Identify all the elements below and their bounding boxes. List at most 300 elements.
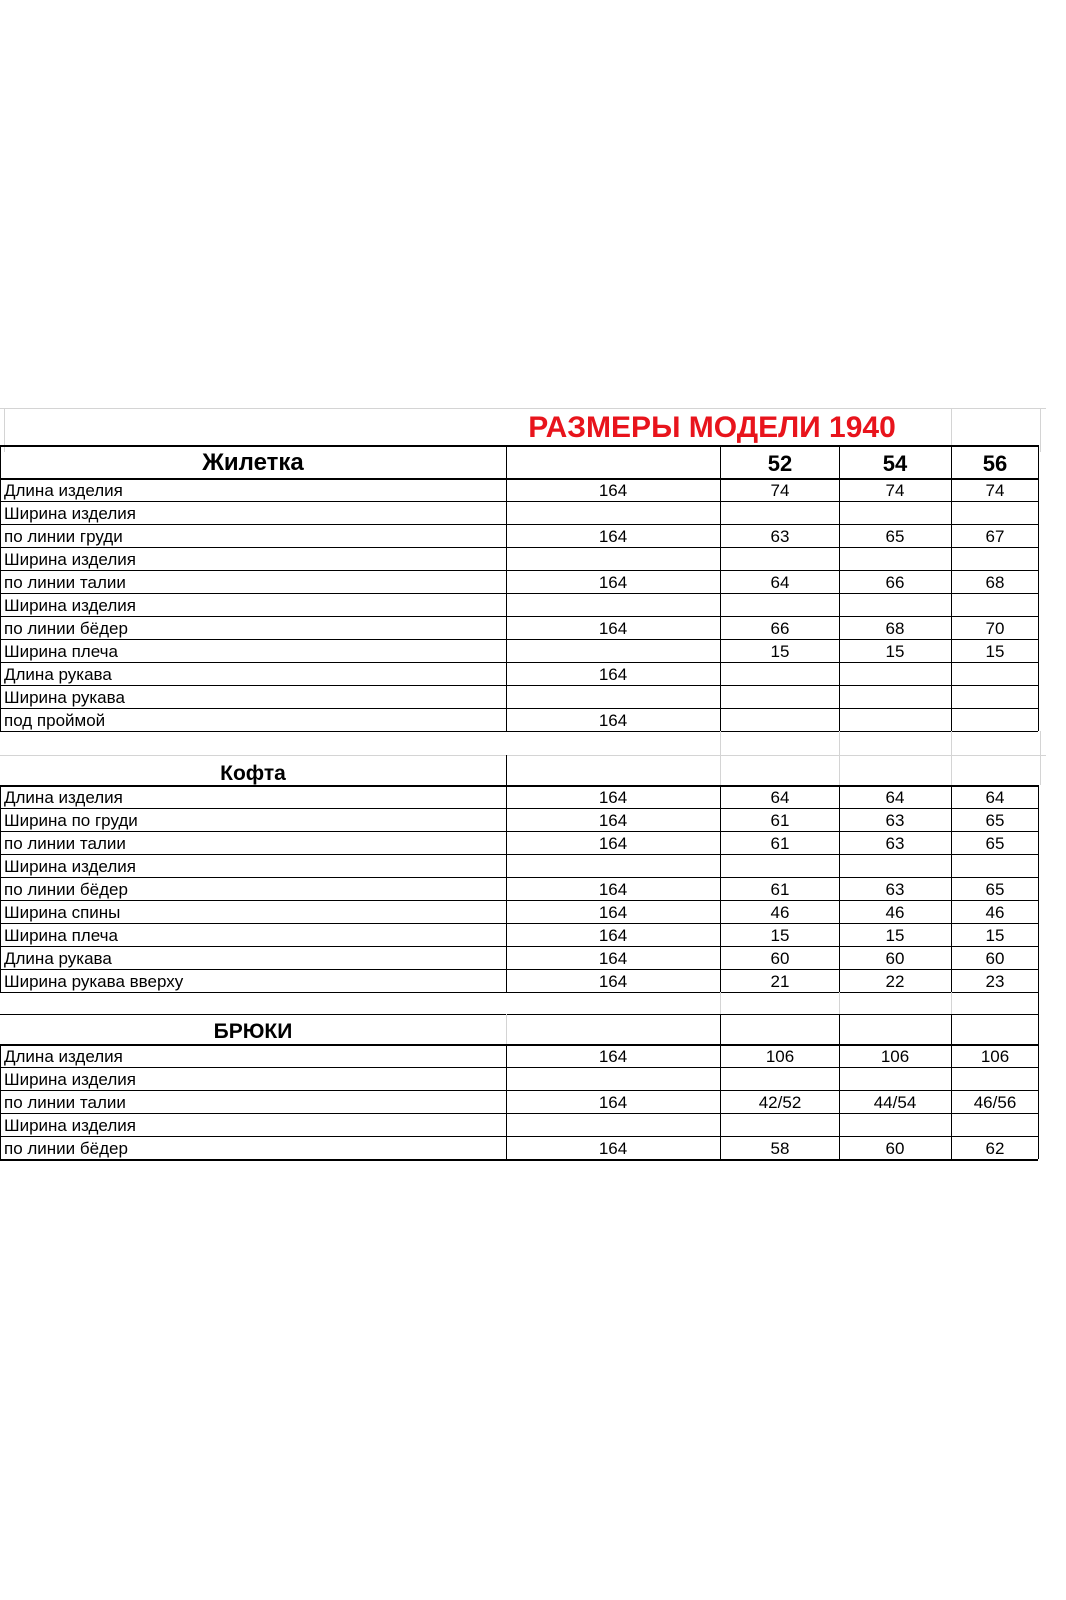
grid-vline bbox=[839, 877, 840, 900]
grid-vline bbox=[951, 854, 952, 877]
grid-vline bbox=[720, 570, 721, 593]
grid-vline bbox=[951, 478, 952, 501]
grid-hline bbox=[0, 662, 1038, 663]
height-value: 164 bbox=[598, 903, 628, 922]
row-label: по линии бёдер bbox=[4, 1139, 128, 1158]
height-value: 164 bbox=[598, 811, 628, 830]
grid-vline bbox=[506, 616, 507, 639]
grid-vline bbox=[0, 478, 1, 501]
grid-vline bbox=[951, 616, 952, 639]
grid-vline bbox=[839, 1136, 840, 1159]
grid-vline bbox=[720, 969, 721, 992]
grid-vline bbox=[951, 501, 952, 524]
grid-vline bbox=[951, 593, 952, 616]
grid-vline bbox=[951, 662, 952, 685]
grid-vline bbox=[839, 992, 840, 1014]
grid-vline bbox=[951, 708, 952, 731]
grid-vline bbox=[0, 1067, 1, 1090]
grid-vline bbox=[720, 1067, 721, 1090]
grid-vline bbox=[1038, 547, 1039, 570]
grid-vline bbox=[951, 808, 952, 831]
grid-vline bbox=[720, 1044, 721, 1067]
row-label: Длина изделия bbox=[4, 788, 123, 807]
grid-vline bbox=[839, 616, 840, 639]
row-label: Ширина по груди bbox=[4, 811, 138, 830]
grid-hline bbox=[0, 708, 1038, 709]
grid-vline bbox=[720, 923, 721, 946]
grid-hline bbox=[0, 1136, 1038, 1137]
row-label: по линии груди bbox=[4, 527, 123, 546]
grid-vline bbox=[506, 639, 507, 662]
height-value: 164 bbox=[598, 880, 628, 899]
row-label: Длина рукава bbox=[4, 949, 112, 968]
grid-vline bbox=[720, 831, 721, 854]
grid-vline bbox=[839, 1014, 840, 1044]
row-label: Ширина спины bbox=[4, 903, 121, 922]
grid-vline bbox=[839, 923, 840, 946]
grid-vline bbox=[0, 547, 1, 570]
grid-vline bbox=[951, 1044, 952, 1067]
grid-hline bbox=[0, 408, 1046, 409]
grid-vline bbox=[839, 524, 840, 547]
grid-vline bbox=[0, 877, 1, 900]
size-value: 60 bbox=[770, 949, 790, 968]
size-value: 15 bbox=[770, 926, 790, 945]
grid-vline bbox=[506, 547, 507, 570]
grid-vline bbox=[1038, 708, 1039, 731]
size-value: 63 bbox=[885, 811, 905, 830]
grid-hline bbox=[0, 731, 1038, 732]
grid-vline bbox=[0, 1113, 1, 1136]
grid-vline bbox=[1038, 946, 1039, 969]
grid-vline bbox=[506, 593, 507, 616]
size-value: 68 bbox=[985, 573, 1005, 592]
height-value: 164 bbox=[598, 788, 628, 807]
grid-vline bbox=[839, 946, 840, 969]
grid-vline bbox=[720, 685, 721, 708]
grid-vline bbox=[839, 785, 840, 808]
size-value: 46/56 bbox=[973, 1093, 1017, 1112]
grid-vline bbox=[506, 946, 507, 969]
size-value: 15 bbox=[770, 642, 790, 661]
row-label: по линии талии bbox=[4, 573, 126, 592]
size-value: 70 bbox=[985, 619, 1005, 638]
grid-vline bbox=[1040, 755, 1041, 785]
grid-vline bbox=[0, 808, 1, 831]
grid-vline bbox=[0, 708, 1, 731]
grid-vline bbox=[720, 946, 721, 969]
grid-vline bbox=[720, 854, 721, 877]
grid-vline bbox=[839, 662, 840, 685]
grid-vline bbox=[951, 1090, 952, 1113]
row-label: по линии талии bbox=[4, 834, 126, 853]
size-value: 60 bbox=[985, 949, 1005, 968]
grid-hline bbox=[0, 900, 1038, 901]
row-label: Ширина рукава вверху bbox=[4, 972, 184, 991]
height-value: 164 bbox=[598, 834, 628, 853]
grid-vline bbox=[720, 755, 721, 785]
grid-vline bbox=[0, 593, 1, 616]
grid-vline bbox=[720, 1014, 721, 1044]
grid-vline bbox=[951, 877, 952, 900]
grid-vline bbox=[839, 900, 840, 923]
grid-vline bbox=[506, 808, 507, 831]
grid-vline bbox=[720, 445, 721, 478]
grid-vline bbox=[0, 923, 1, 946]
grid-vline bbox=[1038, 992, 1039, 1014]
grid-vline bbox=[951, 755, 952, 785]
grid-vline bbox=[0, 524, 1, 547]
grid-vline bbox=[506, 445, 507, 478]
grid-vline bbox=[951, 785, 952, 808]
grid-vline bbox=[1038, 900, 1039, 923]
row-label: Ширина плеча bbox=[4, 642, 118, 661]
size-header: 52 bbox=[767, 451, 793, 476]
size-value: 74 bbox=[985, 481, 1005, 500]
size-value: 74 bbox=[885, 481, 905, 500]
section-title: БРЮКИ bbox=[213, 1020, 293, 1043]
size-value: 15 bbox=[885, 642, 905, 661]
grid-vline bbox=[839, 547, 840, 570]
row-label: по линии бёдер bbox=[4, 619, 128, 638]
grid-vline bbox=[951, 969, 952, 992]
grid-vline bbox=[506, 478, 507, 501]
grid-vline bbox=[951, 831, 952, 854]
row-label: Ширина изделия bbox=[4, 1116, 136, 1135]
grid-vline bbox=[506, 1136, 507, 1159]
grid-vline bbox=[951, 570, 952, 593]
grid-hline bbox=[0, 1067, 1038, 1068]
grid-vline bbox=[1038, 1090, 1039, 1113]
grid-vline bbox=[951, 1136, 952, 1159]
grid-vline bbox=[506, 900, 507, 923]
row-label: под проймой bbox=[4, 711, 106, 730]
grid-vline bbox=[839, 1113, 840, 1136]
height-value: 164 bbox=[598, 527, 628, 546]
grid-vline bbox=[506, 785, 507, 808]
grid-vline bbox=[951, 1113, 952, 1136]
grid-vline bbox=[720, 1090, 721, 1113]
grid-vline bbox=[720, 662, 721, 685]
height-value: 164 bbox=[598, 1047, 628, 1066]
height-value: 164 bbox=[598, 619, 628, 638]
grid-vline bbox=[506, 570, 507, 593]
row-label: Ширина изделия bbox=[4, 1070, 136, 1089]
grid-vline bbox=[1038, 616, 1039, 639]
row-label: Ширина изделия bbox=[4, 857, 136, 876]
size-value: 44/54 bbox=[873, 1093, 917, 1112]
grid-vline bbox=[1038, 1113, 1039, 1136]
size-value: 67 bbox=[985, 527, 1005, 546]
grid-vline bbox=[0, 900, 1, 923]
grid-vline bbox=[0, 1136, 1, 1159]
grid-hline bbox=[0, 1090, 1038, 1091]
grid-vline bbox=[839, 685, 840, 708]
grid-vline bbox=[839, 854, 840, 877]
size-value: 64 bbox=[985, 788, 1005, 807]
grid-hline bbox=[0, 923, 1038, 924]
grid-vline bbox=[0, 445, 1, 478]
grid-vline bbox=[0, 685, 1, 708]
grid-vline bbox=[1038, 524, 1039, 547]
size-value: 106 bbox=[880, 1047, 910, 1066]
grid-vline bbox=[720, 900, 721, 923]
grid-vline bbox=[951, 445, 952, 478]
size-value: 106 bbox=[980, 1047, 1010, 1066]
size-value: 66 bbox=[885, 573, 905, 592]
grid-vline bbox=[720, 1136, 721, 1159]
row-label: по линии талии bbox=[4, 1093, 126, 1112]
grid-vline bbox=[0, 570, 1, 593]
grid-vline bbox=[839, 755, 840, 785]
size-value: 65 bbox=[985, 834, 1005, 853]
height-value: 164 bbox=[598, 972, 628, 991]
grid-hline bbox=[0, 946, 1038, 947]
size-value: 58 bbox=[770, 1139, 790, 1158]
grid-vline bbox=[1038, 923, 1039, 946]
row-label: Ширина изделия bbox=[4, 596, 136, 615]
grid-vline bbox=[951, 731, 952, 755]
grid-hline bbox=[0, 478, 1038, 480]
table-title: РАЗМЕРЫ МОДЕЛИ 1940 bbox=[528, 411, 896, 444]
row-label: Ширина плеча bbox=[4, 926, 118, 945]
grid-vline bbox=[506, 685, 507, 708]
grid-vline bbox=[1040, 731, 1041, 755]
height-value: 164 bbox=[598, 481, 628, 500]
grid-vline bbox=[951, 992, 952, 1014]
grid-vline bbox=[1038, 854, 1039, 877]
size-value: 65 bbox=[985, 880, 1005, 899]
size-value: 74 bbox=[770, 481, 790, 500]
row-label: Длина изделия bbox=[4, 1047, 123, 1066]
grid-vline bbox=[0, 831, 1, 854]
grid-vline bbox=[720, 501, 721, 524]
grid-hline bbox=[0, 501, 1038, 502]
grid-vline bbox=[0, 969, 1, 992]
grid-vline bbox=[506, 923, 507, 946]
grid-vline bbox=[506, 524, 507, 547]
grid-vline bbox=[506, 1090, 507, 1113]
grid-vline bbox=[951, 639, 952, 662]
grid-hline bbox=[0, 593, 1038, 594]
grid-vline bbox=[1038, 877, 1039, 900]
grid-vline bbox=[0, 501, 1, 524]
grid-vline bbox=[1038, 1014, 1039, 1044]
grid-vline bbox=[839, 445, 840, 478]
grid-hline bbox=[0, 445, 1038, 447]
row-label: по линии бёдер bbox=[4, 880, 128, 899]
size-value: 64 bbox=[770, 788, 790, 807]
grid-vline bbox=[506, 662, 507, 685]
height-value: 164 bbox=[598, 926, 628, 945]
grid-vline bbox=[720, 785, 721, 808]
grid-hline bbox=[0, 831, 1038, 832]
grid-vline bbox=[839, 501, 840, 524]
grid-hline bbox=[0, 1044, 1038, 1046]
grid-hline bbox=[0, 1113, 1038, 1114]
grid-hline bbox=[0, 785, 1038, 787]
size-value: 46 bbox=[985, 903, 1005, 922]
grid-hline bbox=[0, 547, 1038, 548]
grid-vline bbox=[839, 593, 840, 616]
grid-vline bbox=[720, 1113, 721, 1136]
row-label: Ширина рукава bbox=[4, 688, 125, 707]
grid-vline bbox=[0, 616, 1, 639]
grid-hline bbox=[0, 877, 1038, 878]
grid-vline bbox=[951, 685, 952, 708]
grid-vline bbox=[839, 1090, 840, 1113]
size-value: 42/52 bbox=[758, 1093, 802, 1112]
size-value: 60 bbox=[885, 949, 905, 968]
grid-vline bbox=[951, 900, 952, 923]
grid-hline bbox=[0, 570, 1038, 571]
size-value: 64 bbox=[885, 788, 905, 807]
height-value: 164 bbox=[598, 1139, 628, 1158]
grid-vline bbox=[506, 1113, 507, 1136]
size-value: 106 bbox=[765, 1047, 795, 1066]
grid-vline bbox=[1038, 501, 1039, 524]
grid-vline bbox=[0, 662, 1, 685]
grid-vline bbox=[951, 923, 952, 946]
section-title: Кофта bbox=[220, 762, 286, 785]
grid-vline bbox=[1038, 969, 1039, 992]
row-label: Длина рукава bbox=[4, 665, 112, 684]
grid-vline bbox=[506, 854, 507, 877]
grid-vline bbox=[0, 639, 1, 662]
height-value: 164 bbox=[598, 949, 628, 968]
size-value: 21 bbox=[770, 972, 790, 991]
grid-hline bbox=[0, 808, 1038, 809]
size-value: 60 bbox=[885, 1139, 905, 1158]
size-value: 68 bbox=[885, 619, 905, 638]
grid-vline bbox=[720, 708, 721, 731]
size-value: 46 bbox=[770, 903, 790, 922]
grid-vline bbox=[1038, 593, 1039, 616]
grid-vline bbox=[506, 1044, 507, 1067]
grid-vline bbox=[720, 524, 721, 547]
grid-vline bbox=[951, 547, 952, 570]
size-value: 61 bbox=[770, 834, 790, 853]
grid-vline bbox=[839, 969, 840, 992]
grid-vline bbox=[839, 478, 840, 501]
grid-vline bbox=[506, 969, 507, 992]
grid-vline bbox=[720, 593, 721, 616]
grid-hline bbox=[0, 1014, 1038, 1015]
size-header: 56 bbox=[982, 451, 1008, 476]
grid-vline bbox=[506, 501, 507, 524]
grid-vline bbox=[1038, 831, 1039, 854]
grid-vline bbox=[951, 524, 952, 547]
grid-hline bbox=[0, 524, 1038, 525]
grid-vline bbox=[1038, 662, 1039, 685]
height-value: 164 bbox=[598, 711, 628, 730]
size-table bbox=[0, 412, 1066, 1194]
grid-vline bbox=[0, 854, 1, 877]
grid-vline bbox=[720, 616, 721, 639]
height-value: 164 bbox=[598, 573, 628, 592]
row-label: Ширина изделия bbox=[4, 504, 136, 523]
size-value: 62 bbox=[985, 1139, 1005, 1158]
grid-hline bbox=[0, 639, 1038, 640]
grid-vline bbox=[506, 1014, 507, 1044]
grid-vline bbox=[1038, 1044, 1039, 1067]
grid-vline bbox=[506, 877, 507, 900]
grid-vline bbox=[1038, 478, 1039, 501]
grid-vline bbox=[720, 478, 721, 501]
grid-vline bbox=[1038, 1136, 1039, 1159]
grid-vline bbox=[506, 1067, 507, 1090]
size-value: 15 bbox=[885, 926, 905, 945]
size-header: 54 bbox=[882, 451, 908, 476]
grid-vline bbox=[839, 570, 840, 593]
size-value: 65 bbox=[885, 527, 905, 546]
grid-vline bbox=[951, 946, 952, 969]
grid-vline bbox=[839, 808, 840, 831]
grid-vline bbox=[839, 731, 840, 755]
grid-vline bbox=[951, 1067, 952, 1090]
grid-vline bbox=[839, 1044, 840, 1067]
grid-vline bbox=[1038, 685, 1039, 708]
grid-hline bbox=[0, 1159, 1038, 1161]
size-value: 22 bbox=[885, 972, 905, 991]
grid-vline bbox=[720, 639, 721, 662]
grid-hline bbox=[0, 969, 1038, 970]
grid-vline bbox=[839, 831, 840, 854]
size-value: 66 bbox=[770, 619, 790, 638]
grid-vline bbox=[720, 547, 721, 570]
grid-vline bbox=[839, 708, 840, 731]
grid-hline bbox=[0, 616, 1038, 617]
size-value: 63 bbox=[885, 880, 905, 899]
grid-vline bbox=[1038, 639, 1039, 662]
grid-vline bbox=[1038, 445, 1039, 478]
grid-hline bbox=[0, 685, 1038, 686]
size-value: 61 bbox=[770, 811, 790, 830]
size-value: 65 bbox=[985, 811, 1005, 830]
grid-vline bbox=[720, 877, 721, 900]
grid-vline bbox=[1038, 785, 1039, 808]
grid-vline bbox=[0, 1044, 1, 1067]
row-label: Ширина изделия bbox=[4, 550, 136, 569]
grid-vline bbox=[720, 992, 721, 1014]
size-value: 15 bbox=[985, 642, 1005, 661]
grid-vline bbox=[0, 785, 1, 808]
size-value: 46 bbox=[885, 903, 905, 922]
grid-vline bbox=[506, 708, 507, 731]
size-value: 23 bbox=[985, 972, 1005, 991]
grid-vline bbox=[839, 1067, 840, 1090]
grid-vline bbox=[0, 1090, 1, 1113]
height-value: 164 bbox=[598, 665, 628, 684]
height-value: 164 bbox=[598, 1093, 628, 1112]
row-label: Длина изделия bbox=[4, 481, 123, 500]
grid-vline bbox=[506, 755, 507, 785]
grid-hline bbox=[0, 755, 1046, 756]
size-value: 15 bbox=[985, 926, 1005, 945]
grid-hline bbox=[0, 854, 1038, 855]
grid-vline bbox=[1038, 808, 1039, 831]
grid-vline bbox=[506, 831, 507, 854]
grid-vline bbox=[1038, 570, 1039, 593]
size-value: 61 bbox=[770, 880, 790, 899]
size-value: 63 bbox=[770, 527, 790, 546]
section-title: Жилетка bbox=[202, 449, 304, 476]
size-value: 63 bbox=[885, 834, 905, 853]
grid-vline bbox=[1040, 408, 1041, 452]
grid-vline bbox=[839, 639, 840, 662]
grid-vline bbox=[951, 1014, 952, 1044]
grid-vline bbox=[0, 946, 1, 969]
